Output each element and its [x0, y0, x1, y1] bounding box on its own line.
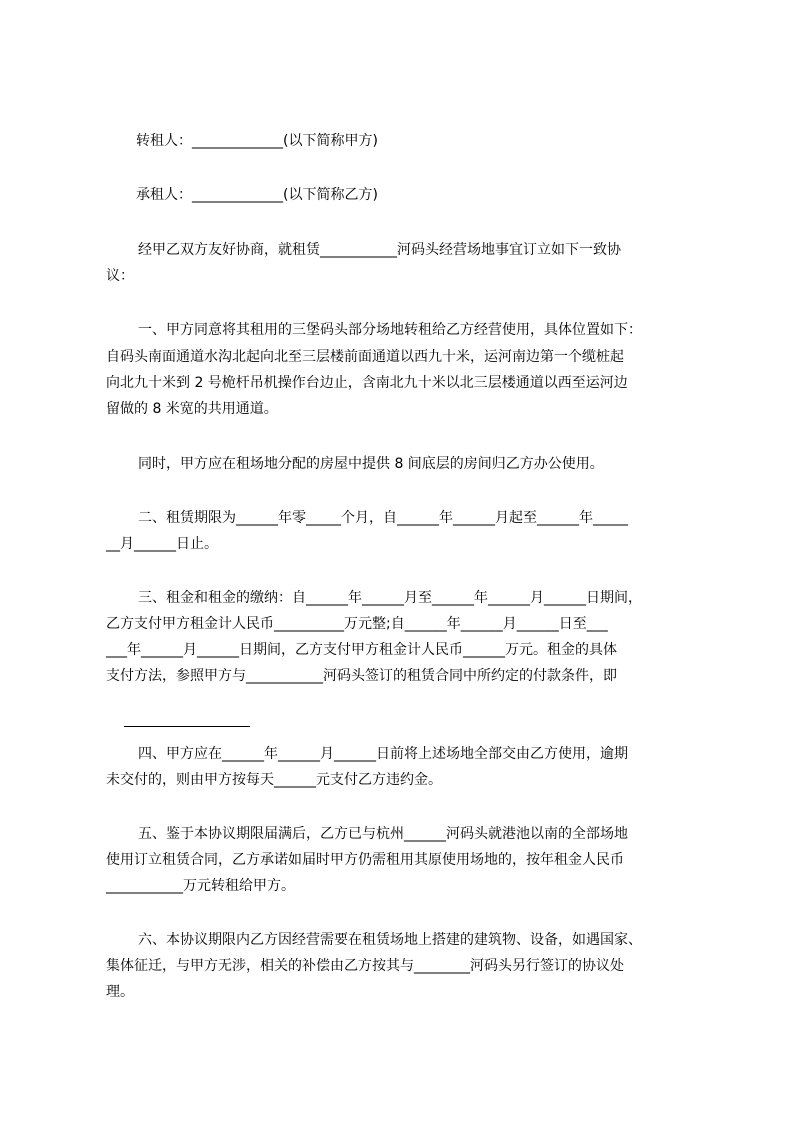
clause2-line-2: __月______日止。	[106, 536, 218, 552]
clause5-line-3: ___________万元转租给甲方。	[106, 878, 295, 894]
fill-in-blank	[124, 712, 250, 727]
clause1-line-3: 向北九十米到 2 号桅杆吊机操作台边止，含南北九十米以北三层楼通道以西至运河边	[106, 375, 628, 391]
clause6-line-2: 集体征迁，与甲方无涉，相关的补偿由乙方按其与________河码头另行签订的协议处	[106, 958, 624, 974]
clause1-line-2: 自码头南面通道水沟北起向北至三层楼前面通道以西九十米，运河南边第一个缆桩起	[106, 349, 624, 365]
clause3-line-2: 乙方支付甲方租金计人民币__________万元整;自______年______月______日至___	[106, 616, 608, 632]
lessee-line: 承租人：_____________(以下简称乙方)	[136, 187, 378, 203]
clause4-line-2: 未交付的，则由甲方按每天______元支付乙方违约金。	[106, 772, 442, 788]
intro-line-1: 经甲乙双方友好协商，就租赁___________河码头经营场地事宜订立如下一致协	[138, 242, 621, 258]
clause4-line-1: 四、甲方应在______年______月______日前将上述场地全部交由乙方使用，逾期	[138, 746, 628, 762]
clause2-line-1: 二、租赁期限为______年零_____个月，自______年______月起至______年_____	[138, 510, 628, 526]
clause5-line-2: 使用订立租赁合同，乙方承诺如届时甲方仍需租用其原使用场地的，按年租金人民币	[106, 852, 624, 868]
clause3-line-3: ___年______月______日期间，乙方支付甲方租金计人民币______万元。租金的具体	[106, 642, 617, 658]
lessor-line: 转租人：_____________(以下简称甲方)	[136, 133, 378, 149]
intro-line-2: 议：	[106, 268, 134, 284]
clause6-line-1: 六、本协议期限内乙方因经营需要在租赁场地上搭建的建筑物、设备，如遇国家、	[138, 932, 642, 948]
clause6-line-3: 理。	[106, 984, 134, 1000]
clause3-line-4: 支付方法，参照甲方与___________河码头签订的租赁合同中所约定的付款条件，即	[106, 668, 617, 684]
clause1-line-4: 留做的 8 米宽的共用通道。	[106, 401, 278, 417]
clause1b-line-1: 同时，甲方应在租场地分配的房屋中提供 8 间底层的房间归乙方办公使用。	[138, 456, 604, 472]
clause1-line-1: 一、甲方同意将其租用的三堡码头部分场地转租给乙方经营使用，具体位置如下：	[138, 322, 642, 338]
clause5-line-1: 五、鉴于本协议期限届满后，乙方已与杭州______河码头就港池以南的全部场地	[138, 826, 628, 842]
clause3-line-1: 三、租金和租金的缴纳：自______年______月至______年______月______日期间，	[138, 590, 642, 606]
